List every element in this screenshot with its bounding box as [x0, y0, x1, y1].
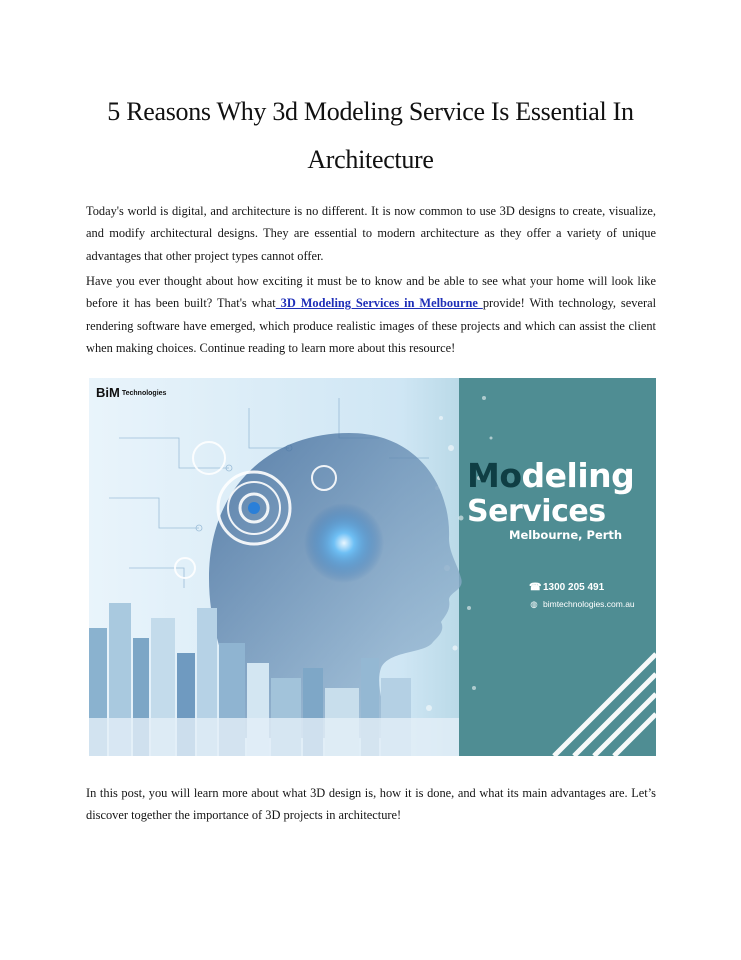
outro-paragraph: In this post, you will learn more about what 3D design is, how it is done, and what its main advantages are. Let’s discover together the importance of 3D projects in architecture!	[86, 786, 656, 823]
headline-line-2: Services	[467, 494, 606, 529]
eye-glow	[304, 503, 384, 583]
teal-panel	[459, 378, 656, 756]
promo-banner-image	[89, 378, 656, 756]
bim-logo-text: Technologies	[121, 390, 167, 397]
banner-cities: Melbourne, Perth	[509, 528, 623, 542]
headline-dark-part: Mo	[467, 456, 522, 495]
modeling-services-link[interactable]: 3D Modeling Services in Melbourne	[275, 296, 483, 311]
banner-phone	[529, 582, 604, 593]
second-paragraph	[86, 270, 656, 360]
bim-logo-mark: BiM	[96, 385, 120, 400]
phone-icon: ☎	[529, 582, 542, 593]
paragraph-text-before-link: Have you ever thought about how exciting it must be to know and be able to see what your home will look like before it has been built? That's what	[86, 274, 656, 311]
banner-headline	[467, 458, 634, 530]
banner-website	[529, 599, 635, 610]
intro-paragraph: Today's world is digital, and architecture is no different. It is now common to use 3D designs to create, visualize, and modify architectural designs. They are essential to modern architecture as they offer a variety of unique advantages that other project types cannot offer.	[86, 204, 656, 263]
website-text: bimtechnologies.com.au	[543, 599, 635, 609]
headline-light-part: deling	[521, 456, 635, 495]
title-line-2: Architecture	[307, 145, 434, 174]
title-line-1: 5 Reasons Why 3d Modeling Service Is Essential In	[107, 97, 634, 126]
banner-artwork	[89, 378, 656, 756]
globe-icon: ◍	[530, 599, 538, 609]
article-title	[60, 88, 681, 184]
headline-line-1	[467, 458, 634, 494]
bim-logo	[96, 384, 166, 402]
paragraph-text-after-link: provide! With technology, several rendering software have emerged, which produce realistic images of these projects and which can assist the client when making choices. Continue reading to learn more about this resource!	[86, 296, 657, 356]
phone-number: 1300 205 491	[543, 582, 605, 593]
